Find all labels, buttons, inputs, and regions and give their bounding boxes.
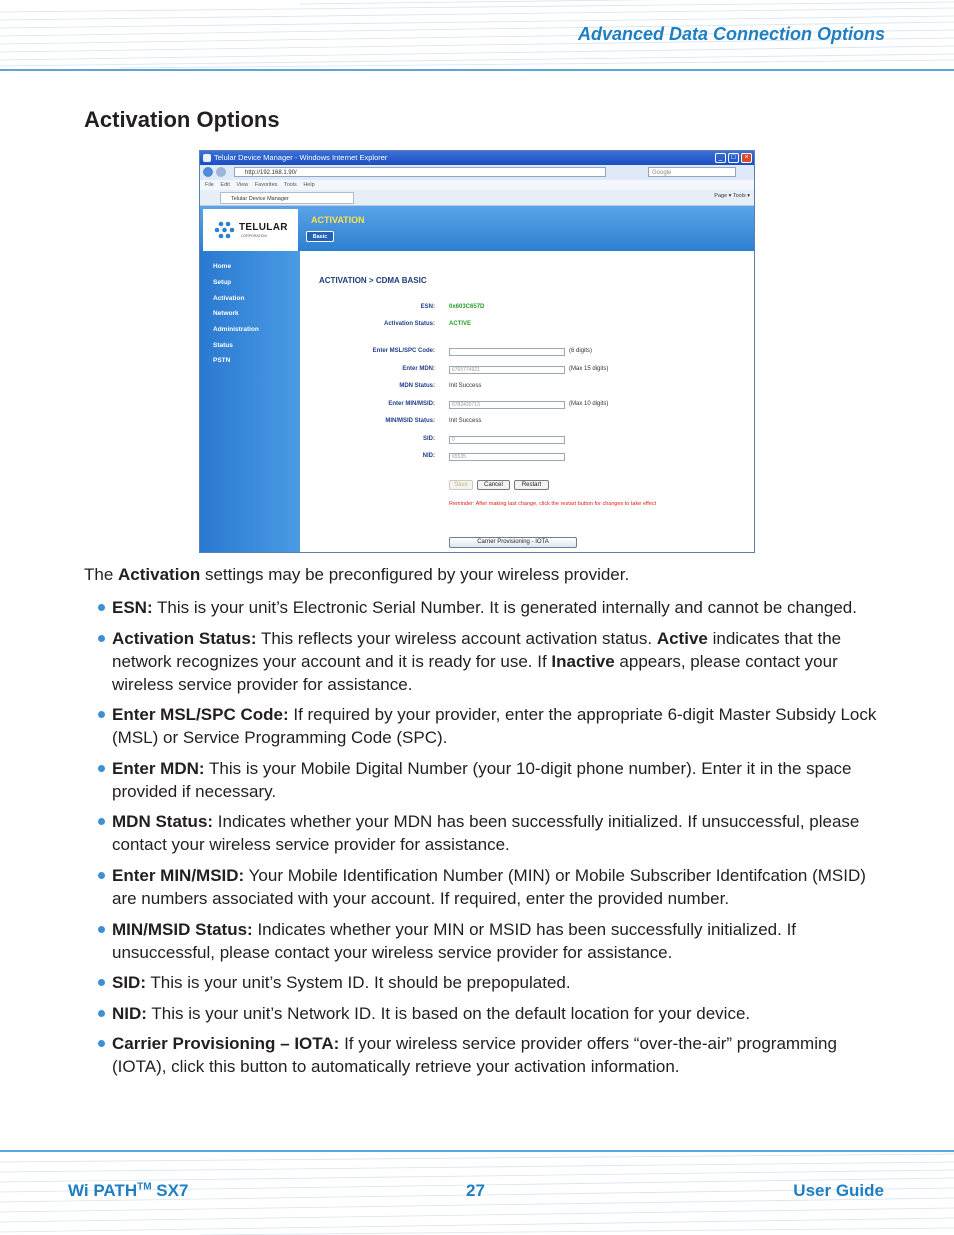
browser-menu: [200, 180, 754, 190]
cancel-button[interactable]: Cancel: [477, 480, 510, 490]
footer-product-name: Wi PATH: [68, 1181, 138, 1200]
logo-text: TELULAR: [239, 222, 288, 233]
logo-dots-icon: [214, 221, 236, 239]
bullet-icon: [98, 635, 105, 642]
menu-view[interactable]: View: [236, 182, 249, 188]
nid-label: NID:: [422, 453, 435, 459]
footer-product-model: SX7: [151, 1181, 189, 1200]
bullet-text: If your wireless service provider offers “over-the-air” programming (IOTA), click this button to automatically retrieve your activation information.: [112, 1034, 837, 1077]
bullet-term: Enter MSL/SPC Code:: [112, 705, 289, 725]
nav-network[interactable]: Network: [213, 310, 239, 317]
list-item: [84, 810, 884, 856]
bullet-term: MIN/MSID Status:: [112, 919, 253, 939]
bullet-icon: [98, 979, 105, 986]
browser-title-bar: [200, 151, 754, 165]
logo-subtext: CORPORATION: [241, 234, 267, 238]
min-input[interactable]: 6782420713: [449, 401, 565, 409]
telular-logo: [203, 209, 298, 251]
restart-reminder: Reminder: After making last change, click the restart button for changes to take effect: [449, 501, 657, 507]
bullet-text: This is your unit’s System ID. It should be prepopulated.: [146, 973, 571, 993]
bullet-text: indicates that the network recognizes your account and it is ready for use. If: [112, 628, 842, 671]
header-rule: [0, 69, 954, 71]
basic-tab-button[interactable]: Basic: [306, 231, 334, 242]
bullet-text: This reflects your wireless account activation status.: [256, 628, 657, 648]
sid-input[interactable]: 0: [449, 436, 565, 444]
save-button[interactable]: Save: [449, 480, 473, 490]
menu-file[interactable]: File: [205, 182, 214, 188]
msl-hint: (6 digits): [569, 348, 593, 354]
msl-label: Enter MSL/SPC Code:: [372, 348, 435, 354]
nav-pstn[interactable]: PSTN: [213, 357, 231, 364]
ie-icon: [203, 154, 211, 162]
list-item: [84, 864, 884, 910]
intro-text-after: settings may be preconfigured by your wireless provider.: [200, 565, 630, 584]
browser-address-bar: [200, 165, 754, 181]
bullet-text: Indicates whether your MDN has been successfully initialized. If unsuccessful, please contact your wireless service provider for assistance.: [112, 812, 860, 855]
menu-tools[interactable]: Tools: [283, 182, 297, 188]
activation-screenshot: [199, 150, 755, 553]
nid-input[interactable]: 65535: [449, 453, 565, 461]
bullet-icon: [98, 765, 105, 772]
esn-value: 0x603C657D: [449, 304, 485, 310]
list-item: [84, 703, 884, 749]
bullet-term: Activation Status:: [112, 628, 257, 648]
bullet-icon: [98, 1010, 105, 1017]
restart-button[interactable]: Restart: [514, 480, 549, 490]
list-item: [84, 627, 884, 696]
bullet-icon: [98, 872, 105, 879]
carrier-provisioning-button[interactable]: Carrier Provisioning - IOTA: [449, 537, 577, 548]
nav-activation[interactable]: Activation: [213, 295, 245, 302]
nav-administration[interactable]: Administration: [213, 326, 259, 333]
list-item: [84, 918, 884, 964]
bullet-bold-inactive: Inactive: [551, 651, 615, 671]
mdn-status-value: Init Success: [449, 383, 482, 389]
bullet-term: Carrier Provisioning – IOTA:: [112, 1034, 340, 1054]
bullet-text: Indicates whether your MIN or MSID has been successfully initialized. If unsuccessful, please contact your wireless service provider for assistance.: [112, 919, 797, 962]
mdn-label: Enter MDN:: [402, 366, 435, 372]
intro-text-bold: Activation: [118, 565, 201, 584]
footer-product: [68, 1181, 188, 1201]
bullet-text: appears, please contact your wireless service provider for assistance.: [112, 651, 838, 694]
list-item: [84, 757, 884, 803]
sid-label: SID:: [423, 436, 435, 442]
activation-heading: ACTIVATION: [311, 215, 365, 225]
bullet-text: This is your unit’s Network ID. It is based on the default location for your device.: [146, 1003, 751, 1023]
header-section-title: Advanced Data Connection Options: [577, 24, 885, 44]
search-input[interactable]: Google: [648, 167, 736, 177]
intro-paragraph: [84, 565, 629, 585]
footer-trademark: TM: [137, 1181, 152, 1193]
forward-icon[interactable]: [216, 167, 226, 177]
esn-label: ESN:: [420, 304, 435, 310]
device-manager-page: [200, 206, 755, 553]
page-number: 27: [466, 1181, 485, 1200]
min-hint: (Max 10 digits): [569, 401, 609, 407]
bullet-term: Enter MDN:: [112, 758, 205, 778]
mdn-input[interactable]: 6765774921: [449, 366, 565, 374]
bullet-term: Enter MIN/MSID:: [112, 865, 245, 885]
menu-help[interactable]: Help: [303, 182, 315, 188]
list-item: [84, 1002, 884, 1025]
activation-status-value: ACTIVE: [449, 321, 472, 327]
min-status-label: MIN/MSID Status:: [385, 418, 435, 424]
list-item: [84, 1032, 884, 1078]
bullet-icon: [98, 818, 105, 825]
nav-status[interactable]: Status: [213, 342, 233, 349]
bullet-term: ESN:: [112, 598, 153, 617]
list-item: [84, 971, 884, 994]
breadcrumb: ACTIVATION > CDMA BASIC: [319, 276, 427, 285]
activation-status-label: Activation Status:: [383, 321, 435, 327]
bullet-term: MDN Status:: [112, 812, 214, 832]
bullet-term: NID:: [112, 1003, 147, 1023]
browser-tab[interactable]: Telular Device Manager: [220, 192, 354, 204]
intro-text-before: The: [84, 565, 119, 584]
bullet-bold-active: Active: [656, 628, 708, 648]
bullet-icon: [98, 604, 105, 611]
page-title: Activation Options: [84, 107, 280, 132]
bullet-icon: [98, 926, 105, 933]
mdn-hint: (Max 15 digits): [569, 366, 609, 372]
field-description-list: [84, 596, 884, 1086]
msl-input[interactable]: [449, 348, 565, 356]
mdn-status-label: MDN Status:: [399, 383, 435, 389]
browser-window-title: Telular Device Manager - Windows Internet Explorer: [214, 153, 388, 162]
min-label: Enter MIN/MSID:: [388, 401, 435, 407]
bullet-text: This is your unit’s Electronic Serial Number. It is generated internally and cannot be changed.: [152, 598, 857, 617]
bullet-text: If required by your provider, enter the appropriate 6-digit Master Subsidy Lock (MSL) or Service Programming Code (SPC).: [112, 705, 877, 748]
nav-setup[interactable]: Setup: [213, 279, 232, 286]
bullet-term: SID:: [112, 973, 146, 993]
list-item: [84, 596, 884, 619]
minimize-icon[interactable]: _: [715, 153, 726, 163]
bullet-text: Your Mobile Identification Number (MIN) or Mobile Subscriber Identifcation (MSID) are numbers associated with your account. If required, enter the provided number.: [112, 865, 866, 908]
back-icon[interactable]: [203, 167, 213, 177]
bullet-icon: [98, 1040, 105, 1047]
menu-favorites[interactable]: Favorites: [254, 182, 278, 188]
nav-home[interactable]: Home: [213, 263, 232, 270]
browser-tab-bar: [200, 190, 754, 206]
menu-edit[interactable]: Edit: [220, 182, 230, 188]
close-icon[interactable]: ×: [741, 153, 752, 163]
bullet-icon: [98, 711, 105, 718]
min-status-value: Init Success: [449, 418, 482, 424]
maximize-icon[interactable]: □: [728, 153, 739, 163]
footer-doc-name: User Guide: [793, 1181, 884, 1200]
bullet-text: This is your Mobile Digital Number (your 10-digit phone number). Enter it in the space provided if necessary.: [112, 758, 852, 801]
address-input[interactable]: http://192.168.1.90/: [234, 167, 606, 177]
browser-toolbar-right[interactable]: Page ▾ Tools ▾: [714, 193, 750, 199]
